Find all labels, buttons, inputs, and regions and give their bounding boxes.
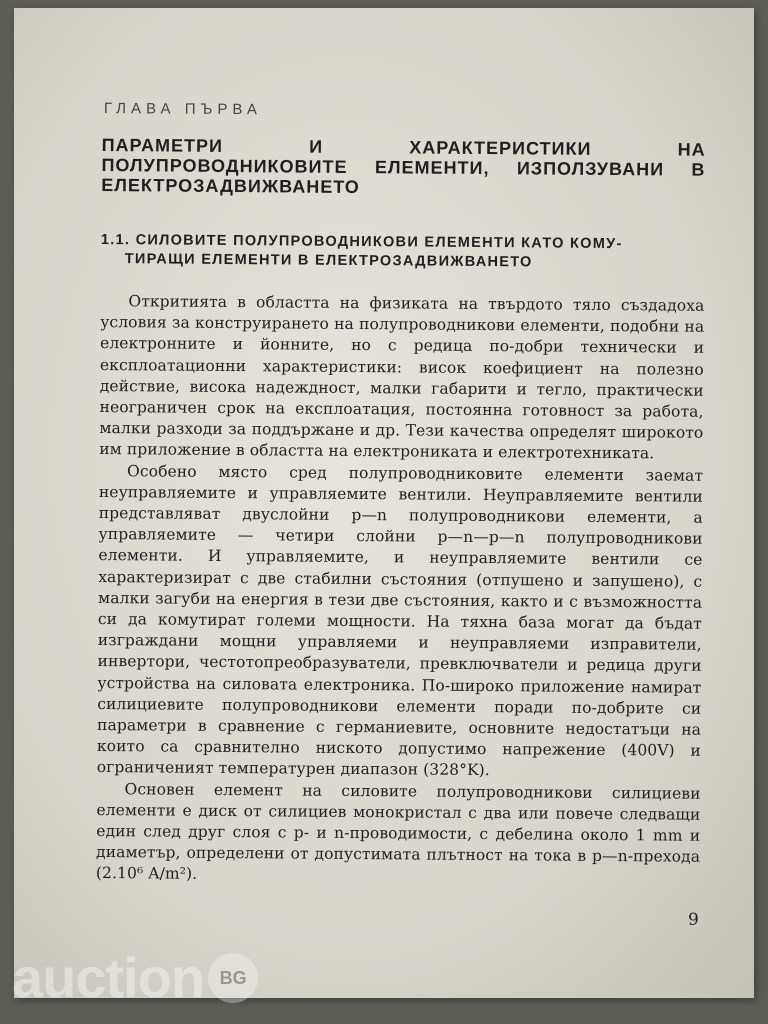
auction-watermark	[12, 945, 258, 1010]
section-title	[101, 231, 705, 274]
book-page	[14, 8, 754, 998]
page-content	[96, 100, 706, 889]
section-number: 1.1.	[100, 231, 131, 249]
paragraph-1: Откритията в областта на физиката на твърдото тяло създадоха условия за конструирането на полупроводникови елементи, подобни на електронните и йонните, но с редица по-добри технически и експлоатационни характеристики: висок коефициент на полезно действие, висока надеждност, малки габарити и тегло, практически неограничен срок на експлоатация, постоянна готовност за работа, малки разходи за поддържане и др. Тези качества определят широкото им приложение в областта на електрониката и електротехниката.	[99, 292, 705, 463]
section-title-line1: СИЛОВИТЕ ПОЛУПРОВОДНИКОВИ ЕЛЕМЕНТИ КАТО КОМУ-	[135, 232, 623, 253]
watermark-badge: BG	[208, 953, 258, 1003]
section-title-line2: ТИРАЩИ ЕЛЕМЕНТИ В ЕЛЕКТРОЗАДВИЖВАНЕТО	[124, 251, 533, 271]
chapter-title: ПАРАМЕТРИ И ХАРАКТЕРИСТИКИ НА ПОЛУПРОВОДНИКОВИТЕ ЕЛЕМЕНТИ, ИЗПОЛЗУВАНИ В ЕЛЕКТРОЗАДВИЖВАНЕТО	[101, 134, 706, 198]
page-number: 9	[688, 910, 699, 930]
chapter-label: ГЛАВА ПЪРВА	[103, 100, 262, 119]
watermark-text: auction	[12, 946, 205, 1009]
paragraph-3: Основен елемент на силовите полупроводникови силициеви елементи е диск от силициев монокристал с два или повече следващи един след друг слоя с p- и n-проводимости, с дебелина около 1 mm и диаметър, определени от допустимата плътност на тока в p—n-прехода (2.10⁶ A/m²).	[95, 779, 701, 884]
paragraph-2: Особено място сред полупроводниковите елементи заемат неуправляемите и управляемите вентили. Неуправляемите вентили представляват двуслойни p—n полупроводникови елементи, а управляемите — четири слойни p—n—p—n полупроводникови елементи. И управляемите, и неуправляемите вентили се характеризират с две стабилни състояния (отпушено и запушено), с малки загуби на енергия в тези две състояния, както и с възможността си да комутират големи мощности. На тяхна база могат да бъдат изграждани мощни управляеми и неуправляеми изправители, инвертори, честотопреобразуватели, превключватели и редица други устройства на силовата електроника. По-широко приложение намират силициевите полупроводникови елементи поради по-добрите си параметри в сравнение с германиевите, основните недостатъци на които са сравнително ниското допустимо напрежение (400V) и ограниченият температурен диапазон (328°K).	[96, 461, 704, 780]
